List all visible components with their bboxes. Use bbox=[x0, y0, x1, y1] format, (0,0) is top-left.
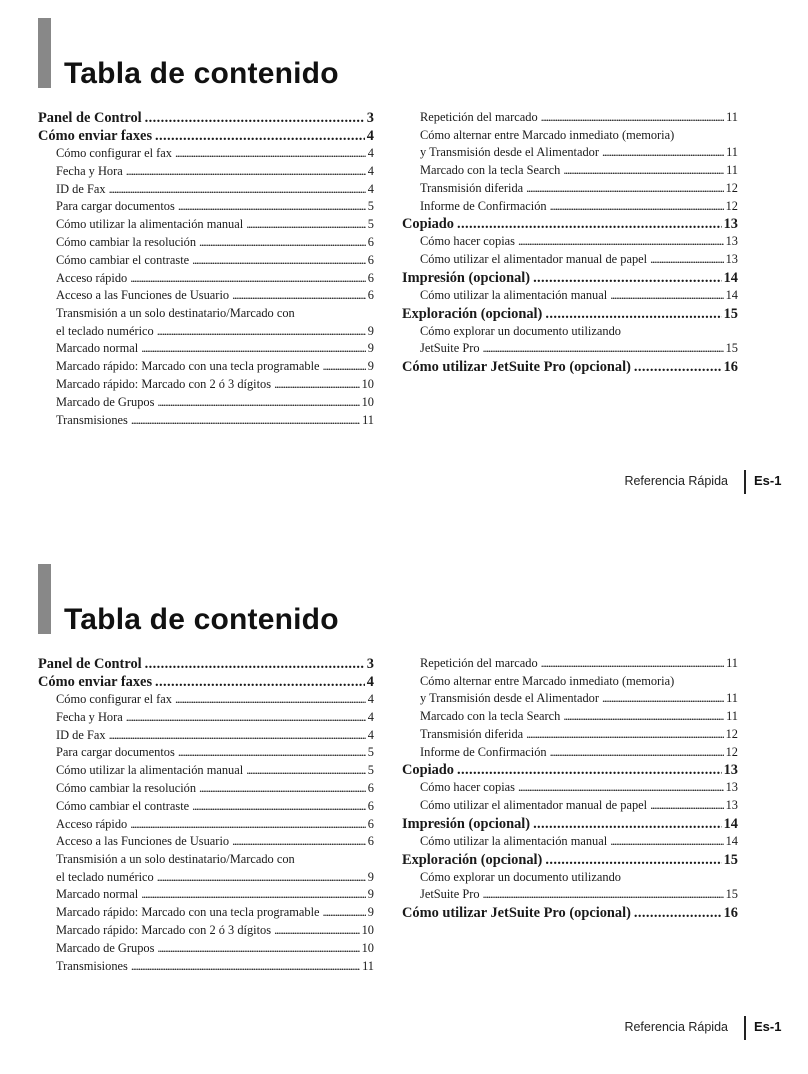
toc-page-number: 11 bbox=[726, 162, 738, 177]
toc-entry-text: Cómo configurar el fax bbox=[56, 692, 172, 706]
toc-entry-text: Cómo hacer copias bbox=[420, 234, 515, 249]
toc-page-number: 14 bbox=[723, 815, 738, 832]
footer-divider bbox=[744, 470, 746, 494]
toc-dot-leader bbox=[634, 904, 722, 922]
toc-dot-leader bbox=[483, 886, 724, 904]
toc-subsection-entry bbox=[38, 252, 374, 270]
toc-entry-text: Exploración (opcional) bbox=[402, 305, 543, 322]
toc-page-number: 15 bbox=[725, 887, 738, 902]
toc-dot-leader bbox=[157, 394, 359, 412]
toc-dot-leader bbox=[634, 358, 722, 376]
toc-subsection-entry bbox=[38, 145, 374, 163]
toc-page-number: 9 bbox=[367, 323, 374, 338]
toc-subsection-entry bbox=[402, 162, 738, 180]
toc-subsection-entry bbox=[402, 251, 738, 269]
toc-entry-text: Marcado normal bbox=[56, 341, 139, 356]
toc-subsection-entry bbox=[38, 780, 374, 798]
toc-subsection-entry bbox=[402, 726, 738, 744]
toc-entry-text: Cómo utilizar JetSuite Pro (opcional) bbox=[402, 904, 631, 921]
toc-subsection-entry bbox=[38, 762, 374, 780]
toc-dot-leader bbox=[199, 780, 366, 798]
toc-page-number: 11 bbox=[362, 412, 374, 427]
toc-dot-leader bbox=[109, 727, 366, 745]
toc-column-right bbox=[402, 109, 738, 376]
toc-entry-text: JetSuite Pro bbox=[420, 341, 480, 356]
toc-dot-leader bbox=[323, 358, 366, 376]
toc-subsection-entry bbox=[38, 833, 374, 851]
toc-subsection-entry bbox=[402, 144, 738, 162]
toc-entry-text: Acceso rápido bbox=[56, 816, 128, 831]
toc-subsection-entry bbox=[38, 305, 374, 322]
toc-page-number: 10 bbox=[361, 922, 374, 937]
toc-entry-text: Cómo enviar faxes bbox=[38, 674, 153, 690]
toc-entry-text: Transmisión a un solo destinatario/Marcado con bbox=[56, 852, 295, 867]
toc-subsection-entry bbox=[402, 287, 738, 305]
toc-subsection-entry bbox=[38, 869, 374, 887]
toc-subsection-entry bbox=[402, 779, 738, 797]
toc-page-number: 5 bbox=[367, 763, 374, 778]
toc-dot-leader bbox=[157, 869, 366, 887]
toc-entry-text: Informe de Confirmación bbox=[420, 198, 547, 213]
toc-page-number: 9 bbox=[367, 869, 374, 884]
toc-dot-leader bbox=[610, 287, 723, 305]
toc-subsection-entry bbox=[402, 340, 738, 358]
toc-page-number: 3 bbox=[366, 656, 374, 672]
toc-dot-leader bbox=[130, 816, 366, 834]
toc-entry-text: Transmisión diferida bbox=[420, 726, 524, 741]
toc-dot-leader bbox=[145, 109, 365, 127]
toc-dot-leader bbox=[550, 198, 724, 216]
toc-page-number: 4 bbox=[367, 709, 374, 724]
toc-dot-leader bbox=[457, 215, 722, 233]
toc-page-number: 6 bbox=[367, 798, 374, 813]
toc-page-number: 4 bbox=[366, 674, 374, 690]
toc-entry-text: Cómo cambiar la resolución bbox=[56, 780, 197, 795]
page-footer bbox=[560, 470, 790, 496]
toc-page-number: 6 bbox=[367, 270, 374, 285]
toc-entry-text: el teclado numérico bbox=[56, 869, 154, 884]
toc-dot-leader bbox=[550, 744, 724, 762]
toc-page-number: 4 bbox=[366, 128, 374, 144]
toc-entry-text: Cómo utilizar JetSuite Pro (opcional) bbox=[402, 358, 631, 375]
toc-subsection-entry bbox=[38, 287, 374, 305]
toc-page-number: 3 bbox=[366, 110, 374, 126]
toc-dot-leader bbox=[145, 655, 365, 673]
toc-dot-leader bbox=[232, 287, 366, 305]
toc-section-entry bbox=[402, 305, 738, 323]
toc-page-number: 5 bbox=[367, 745, 374, 760]
toc-section-entry bbox=[38, 655, 374, 673]
toc-page-number: 9 bbox=[367, 905, 374, 920]
toc-subsection-entry bbox=[402, 180, 738, 198]
toc-entry-text: Transmisiones bbox=[56, 412, 128, 427]
toc-dot-leader bbox=[274, 922, 360, 940]
toc-page-number: 11 bbox=[362, 958, 374, 973]
toc-subsection-entry bbox=[38, 216, 374, 234]
toc-subsection-entry bbox=[402, 127, 738, 144]
toc-page-number: 14 bbox=[725, 287, 738, 302]
toc-entry-text: Cómo utilizar el alimentador manual de papel bbox=[420, 252, 648, 267]
toc-page-number: 16 bbox=[723, 904, 738, 921]
toc-subsection-entry bbox=[402, 708, 738, 726]
toc-entry-text: Cómo utilizar la alimentación manual bbox=[420, 833, 608, 848]
toc-subsection-entry bbox=[38, 234, 374, 252]
toc-entry-text: Impresión (opcional) bbox=[402, 269, 531, 286]
page-copy-bottom bbox=[0, 546, 808, 1074]
toc-page-number: 10 bbox=[361, 376, 374, 391]
toc-subsection-entry bbox=[402, 109, 738, 127]
toc-column-right bbox=[402, 655, 738, 922]
toc-subsection-entry bbox=[38, 886, 374, 904]
toc-dot-leader bbox=[518, 233, 724, 251]
toc-dot-leader bbox=[157, 940, 359, 958]
toc-page-number: 4 bbox=[367, 146, 374, 160]
footer-reference: Referencia Rápida bbox=[624, 474, 728, 488]
toc-page-number: 6 bbox=[367, 780, 374, 795]
toc-page-number: 9 bbox=[367, 359, 374, 374]
toc-subsection-entry bbox=[38, 727, 374, 745]
toc-entry-text: Cómo utilizar el alimentador manual de papel bbox=[420, 798, 648, 813]
toc-dot-leader bbox=[650, 251, 724, 269]
toc-subsection-entry bbox=[38, 904, 374, 922]
toc-dot-leader bbox=[526, 180, 723, 198]
toc-entry-text: Marcado de Grupos bbox=[56, 394, 155, 409]
toc-entry-text: Acceso rápido bbox=[56, 270, 128, 285]
toc-dot-leader bbox=[192, 252, 366, 270]
toc-entry-text: Marcado rápido: Marcado con una tecla programable bbox=[56, 359, 320, 374]
toc-entry-text: Transmisiones bbox=[56, 958, 128, 973]
toc-subsection-entry bbox=[38, 198, 374, 216]
toc-dot-leader bbox=[610, 833, 723, 851]
toc-entry-text: Cómo utilizar la alimentación manual bbox=[56, 217, 244, 232]
toc-entry-text: Transmisión diferida bbox=[420, 180, 524, 195]
toc-subsection-entry bbox=[38, 376, 374, 394]
toc-section-entry bbox=[38, 109, 374, 127]
toc-page-number: 11 bbox=[726, 656, 738, 670]
toc-page-number: 12 bbox=[725, 180, 738, 195]
toc-entry-text: Marcado de Grupos bbox=[56, 940, 155, 955]
toc-section-entry bbox=[38, 127, 374, 145]
toc-dot-leader bbox=[126, 709, 366, 727]
toc-dot-leader bbox=[141, 340, 366, 358]
title-accent-bar bbox=[38, 18, 51, 88]
toc-page-number: 5 bbox=[367, 217, 374, 232]
toc-entry-text: Cómo cambiar la resolución bbox=[56, 234, 197, 249]
toc-dot-leader bbox=[246, 762, 366, 780]
toc-dot-leader bbox=[199, 234, 366, 252]
toc-dot-leader bbox=[175, 691, 366, 709]
toc-entry-text: Cómo hacer copias bbox=[420, 780, 515, 795]
toc-entry-text: Informe de Confirmación bbox=[420, 744, 547, 759]
toc-subsection-entry bbox=[402, 233, 738, 251]
toc-entry-text: Cómo configurar el fax bbox=[56, 146, 172, 160]
toc-entry-text: Impresión (opcional) bbox=[402, 815, 531, 832]
toc-page-number: 11 bbox=[726, 708, 738, 723]
toc-section-entry bbox=[402, 358, 738, 376]
toc-dot-leader bbox=[518, 779, 724, 797]
toc-page-number: 12 bbox=[725, 726, 738, 741]
page-title: Tabla de contenido bbox=[64, 57, 339, 90]
toc-dot-leader bbox=[533, 815, 722, 833]
toc-page-number: 4 bbox=[367, 181, 374, 196]
toc-subsection-entry bbox=[38, 851, 374, 868]
toc-section-entry bbox=[402, 269, 738, 287]
toc-dot-leader bbox=[131, 412, 360, 430]
toc-page-number: 4 bbox=[367, 727, 374, 742]
toc-entry-text: JetSuite Pro bbox=[420, 887, 480, 902]
toc-entry-text: Exploración (opcional) bbox=[402, 851, 543, 868]
toc-dot-leader bbox=[155, 127, 365, 145]
page-title: Tabla de contenido bbox=[64, 603, 339, 636]
page-copy-top bbox=[0, 0, 808, 528]
toc-subsection-entry bbox=[402, 690, 738, 708]
toc-subsection-entry bbox=[38, 323, 374, 341]
toc-entry-text: Cómo cambiar el contraste bbox=[56, 798, 190, 813]
toc-page-number: 10 bbox=[361, 940, 374, 955]
toc-section-entry bbox=[402, 851, 738, 869]
toc-page-number: 6 bbox=[367, 252, 374, 267]
toc-entry-text: Para cargar documentos bbox=[56, 745, 175, 760]
toc-subsection-entry bbox=[402, 744, 738, 762]
toc-entry-text: Marcado rápido: Marcado con 2 ó 3 dígitos bbox=[56, 922, 272, 937]
toc-entry-text: Marcado con la tecla Search bbox=[420, 162, 561, 177]
toc-subsection-entry bbox=[38, 394, 374, 412]
toc-section-entry bbox=[402, 215, 738, 233]
toc-page-number: 10 bbox=[361, 394, 374, 409]
toc-subsection-entry bbox=[38, 709, 374, 727]
toc-page-number: 14 bbox=[725, 833, 738, 848]
toc-entry-text: ID de Fax bbox=[56, 181, 106, 196]
toc-page-number: 12 bbox=[725, 744, 738, 759]
toc-subsection-entry bbox=[38, 270, 374, 288]
toc-column-left bbox=[38, 109, 374, 429]
title-accent-bar bbox=[38, 564, 51, 634]
toc-page-number: 4 bbox=[367, 163, 374, 178]
toc-dot-leader bbox=[541, 109, 724, 127]
toc-dot-leader bbox=[323, 904, 366, 922]
toc-dot-leader bbox=[545, 305, 721, 323]
toc-entry-text: Cómo explorar un documento utilizando bbox=[420, 869, 621, 884]
toc-entry-text: Para cargar documentos bbox=[56, 199, 175, 214]
footer-reference: Referencia Rápida bbox=[624, 1020, 728, 1034]
toc-page-number: 11 bbox=[726, 691, 738, 706]
toc-subsection-entry bbox=[38, 922, 374, 940]
toc-page-number: 13 bbox=[725, 798, 738, 813]
toc-entry-text: Cómo alternar entre Marcado inmediato (memoria) bbox=[420, 127, 675, 142]
toc-page-number: 9 bbox=[367, 887, 374, 902]
toc-page-number: 14 bbox=[723, 269, 738, 286]
toc-entry-text: Acceso a las Funciones de Usuario bbox=[56, 834, 230, 849]
toc-page-number: 6 bbox=[367, 834, 374, 849]
toc-dot-leader bbox=[175, 145, 366, 163]
footer-page-number: Es-1 bbox=[754, 1019, 782, 1034]
toc-page-number: 13 bbox=[725, 780, 738, 795]
toc-page-number: 6 bbox=[367, 288, 374, 303]
toc-dot-leader bbox=[131, 958, 360, 976]
toc-dot-leader bbox=[246, 216, 366, 234]
toc-page-number: 11 bbox=[726, 145, 738, 160]
toc-entry-text: Copiado bbox=[402, 762, 454, 779]
footer-page-number: Es-1 bbox=[754, 473, 782, 488]
toc-page-number: 15 bbox=[723, 305, 738, 322]
toc-subsection-entry bbox=[38, 744, 374, 762]
toc-entry-text: Acceso a las Funciones de Usuario bbox=[56, 288, 230, 303]
toc-entry-text: el teclado numérico bbox=[56, 323, 154, 338]
toc-page-number: 6 bbox=[367, 234, 374, 249]
toc-subsection-entry bbox=[38, 958, 374, 976]
toc-subsection-entry bbox=[402, 833, 738, 851]
toc-page-number: 13 bbox=[725, 234, 738, 249]
toc-dot-leader bbox=[563, 708, 724, 726]
toc-subsection-entry bbox=[38, 181, 374, 199]
toc-subsection-entry bbox=[38, 358, 374, 376]
toc-entry-text: Marcado rápido: Marcado con una tecla programable bbox=[56, 905, 320, 920]
toc-subsection-entry bbox=[38, 798, 374, 816]
toc-page-number: 13 bbox=[723, 762, 738, 779]
toc-subsection-entry bbox=[402, 886, 738, 904]
toc-section-entry bbox=[402, 761, 738, 779]
toc-section-entry bbox=[38, 673, 374, 691]
toc-entry-text: Copiado bbox=[402, 216, 454, 233]
toc-dot-leader bbox=[457, 761, 722, 779]
toc-page-number: 13 bbox=[725, 252, 738, 267]
toc-dot-leader bbox=[109, 181, 366, 199]
toc-dot-leader bbox=[541, 655, 724, 673]
toc-dot-leader bbox=[533, 269, 722, 287]
toc-dot-leader bbox=[563, 162, 724, 180]
toc-dot-leader bbox=[157, 323, 366, 341]
toc-page-number: 16 bbox=[723, 358, 738, 375]
toc-entry-text: Marcado normal bbox=[56, 887, 139, 902]
toc-dot-leader bbox=[178, 198, 366, 216]
toc-page-number: 15 bbox=[723, 851, 738, 868]
toc-entry-text: Fecha y Hora bbox=[56, 163, 123, 178]
footer-divider bbox=[744, 1016, 746, 1040]
toc-subsection-entry bbox=[402, 655, 738, 673]
toc-entry-text: Cómo enviar faxes bbox=[38, 128, 153, 144]
toc-entry-text: Transmisión a un solo destinatario/Marcado con bbox=[56, 306, 295, 321]
toc-page-number: 11 bbox=[726, 110, 738, 124]
toc-entry-text: Panel de Control bbox=[38, 656, 142, 672]
toc-dot-leader bbox=[126, 163, 366, 181]
toc-entry-text: y Transmisión desde el Alimentador bbox=[420, 145, 599, 160]
toc-subsection-entry bbox=[38, 163, 374, 181]
toc-entry-text: Cómo alternar entre Marcado inmediato (memoria) bbox=[420, 673, 675, 688]
toc-entry-text: Repetición del marcado bbox=[420, 110, 538, 124]
toc-entry-text: ID de Fax bbox=[56, 727, 106, 742]
toc-dot-leader bbox=[483, 340, 724, 358]
toc-subsection-entry bbox=[38, 691, 374, 709]
toc-page-number: 9 bbox=[367, 341, 374, 356]
toc-dot-leader bbox=[178, 744, 366, 762]
toc-subsection-entry bbox=[402, 869, 738, 886]
toc-page-number: 13 bbox=[723, 216, 738, 233]
toc-dot-leader bbox=[141, 886, 366, 904]
toc-subsection-entry bbox=[402, 198, 738, 216]
toc-subsection-entry bbox=[402, 797, 738, 815]
toc-dot-leader bbox=[526, 726, 723, 744]
toc-entry-text: Cómo cambiar el contraste bbox=[56, 252, 190, 267]
toc-subsection-entry bbox=[402, 323, 738, 340]
toc-dot-leader bbox=[155, 673, 365, 691]
toc-entry-text: Cómo utilizar la alimentación manual bbox=[56, 763, 244, 778]
toc-section-entry bbox=[402, 904, 738, 922]
toc-subsection-entry bbox=[38, 816, 374, 834]
toc-entry-text: Fecha y Hora bbox=[56, 709, 123, 724]
toc-entry-text: Repetición del marcado bbox=[420, 656, 538, 670]
toc-column-left bbox=[38, 655, 374, 975]
toc-dot-leader bbox=[650, 797, 724, 815]
toc-dot-leader bbox=[602, 690, 724, 708]
toc-page-number: 4 bbox=[367, 692, 374, 706]
toc-page-number: 5 bbox=[367, 199, 374, 214]
toc-subsection-entry bbox=[38, 940, 374, 958]
toc-dot-leader bbox=[545, 851, 721, 869]
toc-page-number: 12 bbox=[725, 198, 738, 213]
toc-entry-text: y Transmisión desde el Alimentador bbox=[420, 691, 599, 706]
page-footer bbox=[560, 1016, 790, 1042]
toc-page-number: 6 bbox=[367, 816, 374, 831]
toc-entry-text: Marcado con la tecla Search bbox=[420, 708, 561, 723]
toc-dot-leader bbox=[274, 376, 360, 394]
toc-entry-text: Cómo utilizar la alimentación manual bbox=[420, 287, 608, 302]
toc-section-entry bbox=[402, 815, 738, 833]
toc-subsection-entry bbox=[38, 340, 374, 358]
toc-page-number: 15 bbox=[725, 341, 738, 356]
toc-dot-leader bbox=[602, 144, 724, 162]
toc-subsection-entry bbox=[402, 673, 738, 690]
toc-entry-text: Cómo explorar un documento utilizando bbox=[420, 323, 621, 338]
toc-dot-leader bbox=[192, 798, 366, 816]
toc-dot-leader bbox=[130, 270, 366, 288]
toc-subsection-entry bbox=[38, 412, 374, 430]
toc-dot-leader bbox=[232, 833, 366, 851]
toc-entry-text: Marcado rápido: Marcado con 2 ó 3 dígitos bbox=[56, 376, 272, 391]
toc-entry-text: Panel de Control bbox=[38, 110, 142, 126]
